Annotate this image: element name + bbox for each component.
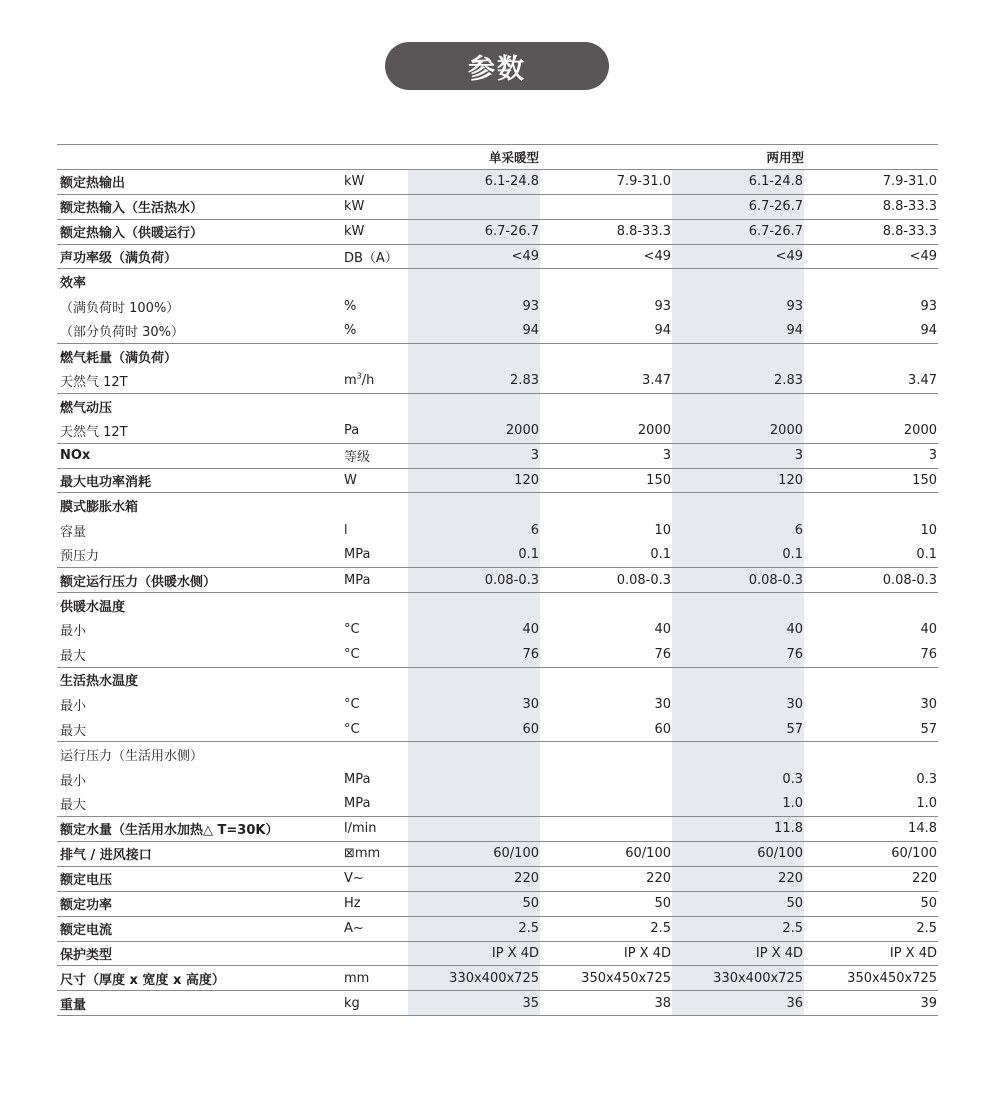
- row-label: 燃气耗量（满负荷）: [57, 344, 342, 369]
- spec-table: [57, 144, 938, 1016]
- table-row: [57, 841, 938, 866]
- value-cell: [408, 667, 540, 692]
- table-row: [57, 518, 938, 543]
- table-row: [57, 991, 938, 1016]
- row-unit: mm: [342, 966, 408, 991]
- value-cell: 38: [540, 991, 672, 1016]
- table-row: [57, 767, 938, 792]
- value-cell: 220: [672, 866, 804, 891]
- value-cell: 93: [654, 298, 671, 314]
- value-cell: [540, 667, 672, 692]
- row-label: 天然气 12T: [60, 424, 128, 440]
- value-cell: 30: [920, 697, 937, 713]
- value-cell: IP X 4D: [672, 941, 804, 966]
- row-unit: [342, 742, 408, 767]
- row-label: 重量: [57, 991, 342, 1016]
- value-cell: 30: [786, 697, 803, 713]
- value-cell: 120: [408, 468, 540, 493]
- row-label: 额定电流: [57, 916, 342, 941]
- row-label: NOx: [57, 443, 342, 468]
- value-cell: [408, 269, 540, 294]
- row-label: 额定运行压力（供暖水侧）: [57, 568, 342, 593]
- value-cell: 8.8-33.3: [540, 219, 672, 244]
- value-cell: 0.08-0.3: [408, 568, 540, 593]
- row-unit: l/min: [342, 817, 408, 842]
- row-unit: %: [344, 323, 357, 339]
- value-cell: [408, 393, 540, 418]
- row-label: 燃气动压: [57, 393, 342, 418]
- value-cell: <49: [804, 244, 938, 269]
- table-row: [57, 294, 938, 319]
- row-unit: MPa: [344, 771, 371, 787]
- value-cell: [408, 194, 540, 219]
- row-unit: Pa: [344, 422, 360, 438]
- row-unit: [342, 593, 408, 618]
- value-cell: 35: [408, 991, 540, 1016]
- value-cell: 330x400x725: [408, 966, 540, 991]
- row-unit: kW: [342, 219, 408, 244]
- value-cell: [672, 742, 804, 767]
- value-cell: 0.1: [518, 547, 539, 563]
- table-row: [57, 369, 938, 394]
- value-cell: [804, 269, 938, 294]
- table-row: [57, 717, 938, 742]
- value-cell: 10: [654, 522, 671, 538]
- row-label: 最大: [60, 649, 87, 664]
- value-cell: 7.9-31.0: [804, 169, 938, 194]
- value-cell: 10: [920, 522, 937, 538]
- row-unit: %: [344, 298, 357, 314]
- row-unit: DB（A）: [342, 244, 408, 269]
- section-title: 参数: [385, 42, 609, 90]
- value-cell: [408, 742, 540, 767]
- value-cell: 3.47: [642, 373, 671, 389]
- value-cell: 0.3: [782, 771, 803, 787]
- row-unit: ⊠mm: [342, 841, 408, 866]
- row-unit: °C: [344, 721, 360, 737]
- table-row: [57, 593, 938, 618]
- row-unit: A~: [342, 916, 408, 941]
- row-unit: [342, 269, 408, 294]
- value-cell: 6.7-26.7: [672, 194, 804, 219]
- value-cell: 220: [540, 866, 672, 891]
- value-cell: [540, 393, 672, 418]
- row-unit: [342, 393, 408, 418]
- value-cell: 0.3: [916, 771, 937, 787]
- table-row: [57, 866, 938, 891]
- table-row: [57, 269, 938, 294]
- value-cell: 3.47: [908, 373, 937, 389]
- value-cell: IP X 4D: [408, 941, 540, 966]
- value-cell: 93: [786, 298, 803, 314]
- table-row: [57, 642, 938, 667]
- value-cell: [408, 792, 540, 817]
- row-unit: kW: [342, 169, 408, 194]
- value-cell: 57: [786, 721, 803, 737]
- header-dual-use: 两用型: [672, 145, 804, 170]
- value-cell: 76: [786, 647, 803, 662]
- value-cell: 0.08-0.3: [804, 568, 938, 593]
- value-cell: 60/100: [672, 841, 804, 866]
- row-unit: l: [344, 522, 348, 538]
- row-unit: °C: [344, 647, 360, 662]
- value-cell: 94: [920, 323, 937, 339]
- value-cell: 39: [804, 991, 938, 1016]
- value-cell: 1.0: [782, 796, 803, 812]
- row-label: 生活热水温度: [57, 667, 342, 692]
- row-label: 供暖水温度: [57, 593, 342, 618]
- value-cell: [408, 593, 540, 618]
- value-cell: 60: [654, 721, 671, 737]
- value-cell: 3: [804, 443, 938, 468]
- value-cell: [540, 269, 672, 294]
- value-cell: 36: [672, 991, 804, 1016]
- value-cell: 50: [804, 891, 938, 916]
- row-unit: MPa: [344, 547, 371, 563]
- value-cell: 0.1: [650, 547, 671, 563]
- table-row: [57, 916, 938, 941]
- table-row: [57, 493, 938, 518]
- value-cell: [408, 767, 540, 792]
- value-cell: 40: [786, 622, 803, 638]
- table-row: [57, 742, 938, 767]
- value-cell: 60/100: [540, 841, 672, 866]
- value-cell: [408, 344, 540, 369]
- row-unit: W: [342, 468, 408, 493]
- table-row: [57, 941, 938, 966]
- row-label: 膜式膨胀水箱: [57, 493, 342, 518]
- value-cell: 2.5: [672, 916, 804, 941]
- row-unit: [342, 667, 408, 692]
- value-cell: 2.5: [540, 916, 672, 941]
- row-label: 最大: [60, 723, 87, 739]
- row-label: （部分负荷时 30%）: [60, 325, 185, 341]
- header-single-heating: 单采暖型: [408, 145, 540, 170]
- value-cell: <49: [672, 244, 804, 269]
- table-row: [57, 667, 938, 692]
- table-row: [57, 966, 938, 991]
- value-cell: [408, 493, 540, 518]
- value-cell: 2000: [505, 422, 539, 438]
- value-cell: [804, 393, 938, 418]
- value-cell: IP X 4D: [804, 941, 938, 966]
- table-row: [57, 344, 938, 369]
- value-cell: 30: [522, 697, 539, 713]
- value-cell: 6.7-26.7: [672, 219, 804, 244]
- value-cell: [540, 344, 672, 369]
- value-cell: 6: [794, 522, 803, 538]
- value-cell: 40: [654, 622, 671, 638]
- value-cell: 120: [672, 468, 804, 493]
- value-cell: [804, 593, 938, 618]
- table-row: [57, 617, 938, 642]
- value-cell: 150: [804, 468, 938, 493]
- value-cell: 40: [522, 622, 539, 638]
- row-unit: MPa: [342, 568, 408, 593]
- table-row: [57, 219, 938, 244]
- row-unit: Hz: [342, 891, 408, 916]
- value-cell: 150: [540, 468, 672, 493]
- table-row: [57, 543, 938, 568]
- value-cell: 93: [920, 298, 937, 314]
- row-label: 保护类型: [57, 941, 342, 966]
- row-label: 运行压力（生活用水侧）: [57, 742, 342, 767]
- row-unit: V~: [342, 866, 408, 891]
- value-cell: [540, 817, 672, 842]
- value-cell: 3: [408, 443, 540, 468]
- value-cell: 0.1: [782, 547, 803, 563]
- row-label: 额定水量（生活用水加热△ T=30K）: [57, 817, 342, 842]
- value-cell: [672, 593, 804, 618]
- value-cell: 76: [522, 647, 539, 662]
- table-row: [57, 568, 938, 593]
- value-cell: 14.8: [804, 817, 938, 842]
- row-label: 额定热输入（供暖运行）: [57, 219, 342, 244]
- row-unit: °C: [344, 697, 360, 713]
- row-label: 额定电压: [57, 866, 342, 891]
- value-cell: 60/100: [804, 841, 938, 866]
- value-cell: 6.1-24.8: [672, 169, 804, 194]
- value-cell: 2.83: [510, 373, 539, 389]
- row-label: 额定热输入（生活热水）: [57, 194, 342, 219]
- value-cell: [804, 344, 938, 369]
- value-cell: 40: [920, 622, 937, 638]
- value-cell: 76: [654, 647, 671, 662]
- value-cell: IP X 4D: [540, 941, 672, 966]
- row-label: 最小: [60, 624, 87, 640]
- value-cell: <49: [540, 244, 672, 269]
- table-row: [57, 194, 938, 219]
- value-cell: 1.0: [916, 796, 937, 812]
- spec-table-container: [57, 144, 938, 1016]
- value-cell: 50: [408, 891, 540, 916]
- value-cell: 2.5: [804, 916, 938, 941]
- row-label: 最大电功率消耗: [57, 468, 342, 493]
- value-cell: 2000: [637, 422, 671, 438]
- row-unit: [342, 344, 408, 369]
- value-cell: [672, 344, 804, 369]
- table-row: [57, 244, 938, 269]
- row-label: 天然气 12T: [60, 375, 128, 391]
- row-unit: kW: [342, 194, 408, 219]
- value-cell: [540, 593, 672, 618]
- table-row: [57, 319, 938, 344]
- value-cell: 2000: [769, 422, 803, 438]
- row-label: 额定热输出: [57, 169, 342, 194]
- value-cell: [540, 493, 672, 518]
- value-cell: [540, 767, 672, 792]
- value-cell: 60/100: [408, 841, 540, 866]
- value-cell: 220: [408, 866, 540, 891]
- row-unit: °C: [344, 622, 360, 638]
- value-cell: [804, 742, 938, 767]
- value-cell: 2.83: [774, 373, 803, 389]
- row-unit: [342, 941, 408, 966]
- row-label: 效率: [57, 269, 342, 294]
- table-row: [57, 169, 938, 194]
- row-unit: MPa: [344, 796, 371, 812]
- row-label: 排气 / 进风接口: [57, 841, 342, 866]
- row-label: 尺寸（厚度 x 宽度 x 高度）: [57, 966, 342, 991]
- value-cell: <49: [408, 244, 540, 269]
- row-label: （满负荷时 100%）: [60, 300, 180, 316]
- value-cell: 94: [786, 323, 803, 339]
- table-row: [57, 817, 938, 842]
- row-label: 预压力: [60, 549, 100, 565]
- value-cell: 330x400x725: [672, 966, 804, 991]
- value-cell: [672, 493, 804, 518]
- table-row: [57, 792, 938, 817]
- value-cell: 8.8-33.3: [804, 194, 938, 219]
- value-cell: 94: [522, 323, 539, 339]
- value-cell: 0.1: [916, 547, 937, 563]
- row-label: 最大: [60, 798, 87, 814]
- value-cell: [408, 817, 540, 842]
- value-cell: 8.8-33.3: [804, 219, 938, 244]
- value-cell: 6.7-26.7: [408, 219, 540, 244]
- value-cell: [672, 269, 804, 294]
- value-cell: 220: [804, 866, 938, 891]
- table-row: [57, 443, 938, 468]
- value-cell: 94: [654, 323, 671, 339]
- value-cell: 7.9-31.0: [540, 169, 672, 194]
- table-row: [57, 692, 938, 717]
- table-row: [57, 393, 938, 418]
- table-row: [57, 418, 938, 443]
- value-cell: 0.08-0.3: [672, 568, 804, 593]
- value-cell: 6.1-24.8: [408, 169, 540, 194]
- value-cell: 30: [654, 697, 671, 713]
- row-unit: [342, 493, 408, 518]
- row-unit: 等级: [342, 443, 408, 468]
- value-cell: 0.08-0.3: [540, 568, 672, 593]
- row-label: 最小: [60, 773, 87, 789]
- row-label: 容量: [60, 524, 87, 540]
- value-cell: [804, 667, 938, 692]
- value-cell: 93: [522, 298, 539, 314]
- value-cell: 60: [522, 721, 539, 737]
- value-cell: 57: [920, 721, 937, 737]
- value-cell: 2000: [903, 422, 937, 438]
- value-cell: 2.5: [408, 916, 540, 941]
- value-cell: [804, 493, 938, 518]
- value-cell: 76: [920, 647, 937, 662]
- row-label: 最小: [60, 699, 87, 715]
- row-label: 额定功率: [57, 891, 342, 916]
- value-cell: 50: [672, 891, 804, 916]
- row-label: 声功率级（满负荷）: [57, 244, 342, 269]
- table-row: [57, 891, 938, 916]
- value-cell: 11.8: [672, 817, 804, 842]
- value-cell: [540, 792, 672, 817]
- row-unit: kg: [342, 991, 408, 1016]
- value-cell: 350x450x725: [804, 966, 938, 991]
- value-cell: [540, 742, 672, 767]
- row-unit: $m^3/h$: [344, 371, 375, 389]
- value-cell: 3: [672, 443, 804, 468]
- table-row: [57, 468, 938, 493]
- value-cell: 6: [530, 522, 539, 538]
- value-cell: [672, 667, 804, 692]
- value-cell: 3: [540, 443, 672, 468]
- value-cell: 50: [540, 891, 672, 916]
- value-cell: [672, 393, 804, 418]
- value-cell: 350x450x725: [540, 966, 672, 991]
- table-header-row: [57, 145, 938, 170]
- value-cell: [540, 194, 672, 219]
